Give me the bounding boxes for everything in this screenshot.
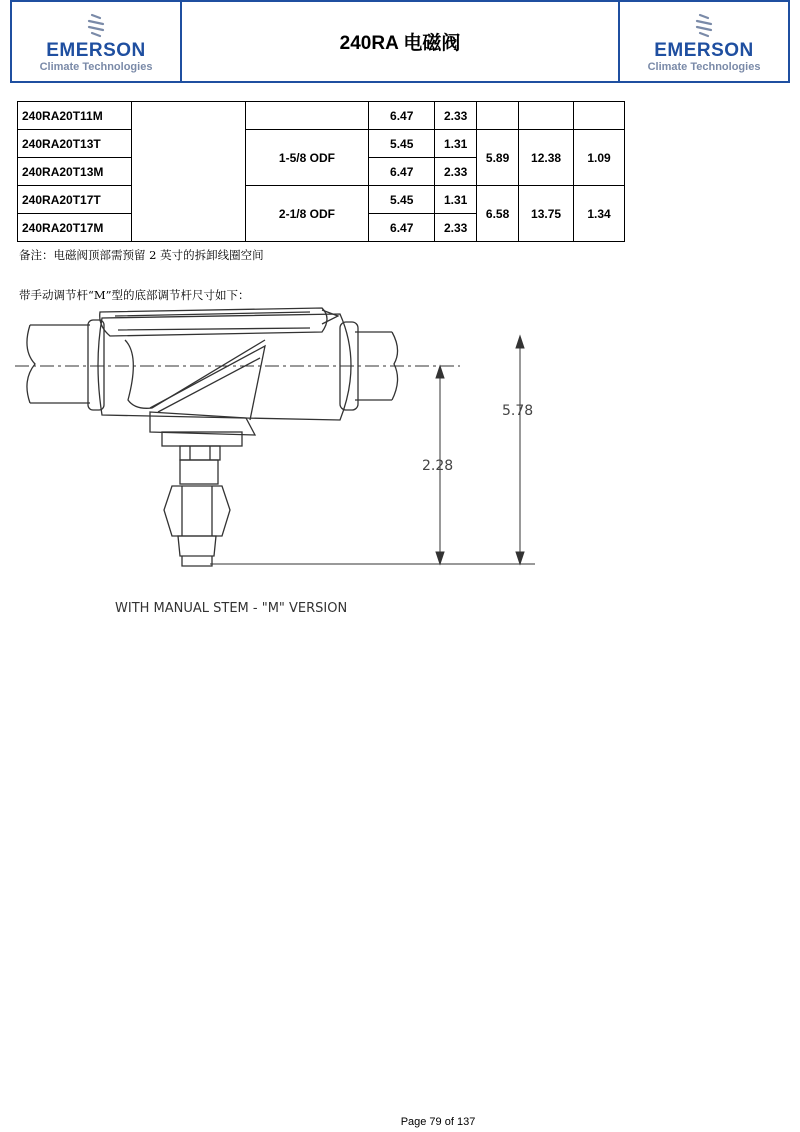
connection-cell — [245, 102, 369, 130]
value-cell: 5.45 — [369, 130, 435, 158]
value-cell — [477, 102, 519, 130]
emerson-logo-left — [12, 2, 182, 81]
value-cell: 12.38 — [519, 130, 574, 186]
model-cell: 240RA20T17T — [18, 186, 132, 214]
dim-total-label: 5.78 — [502, 403, 534, 419]
value-cell: 1.34 — [574, 186, 625, 242]
logo-wordmark: EMERSON — [46, 39, 146, 61]
dimension-table — [17, 101, 625, 242]
model-cell: 240RA20T13T — [18, 130, 132, 158]
value-cell — [574, 102, 625, 130]
value-cell: 2.33 — [435, 214, 477, 242]
value-cell: 1.31 — [435, 130, 477, 158]
value-cell: 6.47 — [369, 214, 435, 242]
page-header — [10, 0, 790, 83]
model-cell: 240RA20T13M — [18, 158, 132, 186]
value-cell: 6.47 — [369, 102, 435, 130]
table-row — [18, 130, 625, 158]
manual-stem-caption: 带手动调节杆“M”型的底部调节杆尺寸如下： — [19, 288, 250, 302]
coil-clearance-note: 备注：电磁阀顶部需预留 2 英寸的拆卸线圈空间 — [19, 248, 264, 262]
value-cell: 13.75 — [519, 186, 574, 242]
logo-subtitle: Climate Technologies — [647, 60, 761, 73]
page-title: 240RA 电磁阀 — [339, 33, 461, 54]
connection-cell: 2-1/8 ODF — [245, 186, 369, 242]
dim-center-label: 2.28 — [422, 458, 454, 474]
emerson-logo-right — [618, 2, 788, 81]
table-row — [18, 186, 625, 214]
page-number: Page 79 of 137 — [400, 1116, 476, 1128]
logo-subtitle: Climate Technologies — [39, 60, 153, 73]
value-cell: 6.58 — [477, 186, 519, 242]
value-cell: 2.33 — [435, 158, 477, 186]
value-cell: 6.47 — [369, 158, 435, 186]
logo-wordmark: EMERSON — [654, 39, 754, 61]
table-row — [18, 102, 625, 130]
value-cell: 1.09 — [574, 130, 625, 186]
drawing-caption: WITH MANUAL STEM - "M" VERSION — [115, 601, 348, 616]
model-cell: 240RA20T17M — [18, 214, 132, 242]
emerson-emblem-icon — [81, 11, 111, 41]
blank-cell — [131, 102, 245, 242]
value-cell — [519, 102, 574, 130]
model-cell: 240RA20T11M — [18, 102, 132, 130]
valve-drawing — [10, 300, 550, 620]
connection-cell: 1-5/8 ODF — [245, 130, 369, 186]
value-cell: 2.33 — [435, 102, 477, 130]
value-cell: 1.31 — [435, 186, 477, 214]
value-cell: 5.45 — [369, 186, 435, 214]
value-cell: 5.89 — [477, 130, 519, 186]
emerson-emblem-icon — [689, 11, 719, 41]
